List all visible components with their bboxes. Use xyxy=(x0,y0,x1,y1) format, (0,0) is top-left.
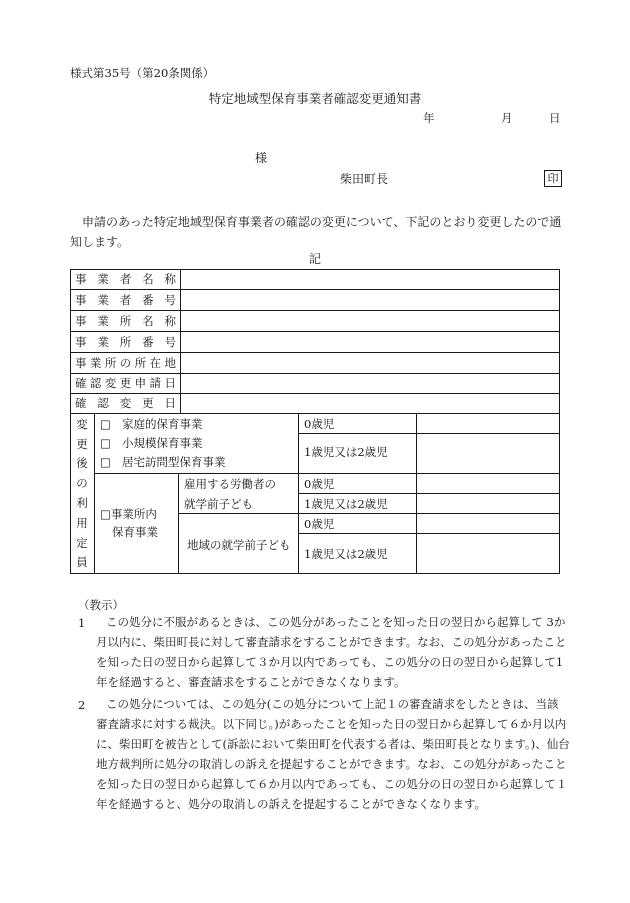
label-family-daycare: 家庭的保育事業 xyxy=(122,417,203,431)
label-char: 所 xyxy=(119,335,132,349)
label-char: 確 xyxy=(75,376,87,390)
label-char: 名 xyxy=(142,314,154,328)
label-char: 事 xyxy=(75,335,87,349)
label-char: 業 xyxy=(97,293,109,307)
vertical-label-char: の xyxy=(76,476,88,490)
label-business-operator-name xyxy=(75,274,176,286)
label-char: 申 xyxy=(134,376,147,390)
label-char: 名 xyxy=(142,272,154,286)
label-char: 地 xyxy=(164,356,176,370)
label-onsite-daycare: 保育事業 xyxy=(112,525,158,539)
label-char: 確 xyxy=(75,396,87,410)
label-facility-number xyxy=(75,337,176,349)
label-char: 称 xyxy=(164,314,176,328)
label-char: 号 xyxy=(164,335,176,349)
label-char: の xyxy=(119,356,132,370)
age-1-2-label: 1歳児又は2歳児 xyxy=(304,547,388,561)
vertical-label-char: 定 xyxy=(76,536,88,550)
vertical-label-char: 員 xyxy=(76,555,88,569)
row-line xyxy=(298,533,560,534)
label-char: 更 xyxy=(142,396,154,410)
label-char: 番 xyxy=(142,293,154,307)
label-facility-address xyxy=(75,358,176,370)
label-char: 事 xyxy=(75,293,87,307)
date-year-label: 年 xyxy=(423,111,435,125)
row-line xyxy=(70,413,560,414)
instruction-text: この処分については、この処分(この処分について上記１の審査請求をしたときは、当該審査請求に対する裁決。以下同じ。)があったことを知った日の翌日から起算して６か月以内に、柴田町を被告として(訴訟において柴田町を代表する者は、柴田町長となります。)、仙台地方裁判所に処分の取消しの訴えを提起することができます。なお、この処分があったことを知った日の翌日から起算して６か月以内であっても、この処分の日の翌日から起算して１年を経過すると、処分の取消しの訴えを提起することができなくなります。 xyxy=(96,697,570,811)
label-char: 所 xyxy=(134,356,147,370)
vertical-label-char: 用 xyxy=(76,516,88,530)
date-month-label: 月 xyxy=(501,111,513,125)
label-char: 業 xyxy=(97,272,109,286)
label-char: 所 xyxy=(104,356,117,370)
label-char: 事 xyxy=(75,272,87,286)
row-line xyxy=(298,433,560,434)
instruction-number: 2 xyxy=(78,698,86,712)
instruction-text: この処分に不服があるときは、この処分があったことを知った日の翌日から起算して 3か月以内に、柴田町長に対して審査請求をすることができます。なお、この処分があったことを知った日の翌日から起算して３か月以内であっても、この処分の日の翌日から起算して1年を経過すると、審査請求をすることができなくなります。 xyxy=(96,615,567,689)
label-char: 称 xyxy=(164,272,176,286)
instructions-heading: （教示） xyxy=(78,598,124,612)
vertical-label-char: 後 xyxy=(76,456,88,470)
col-line xyxy=(180,269,181,413)
label-char: 業 xyxy=(89,356,102,370)
label-char: 日 xyxy=(164,376,176,390)
label-worker-children-2: 就学前子ども xyxy=(184,497,253,511)
label-facility-name xyxy=(75,316,176,328)
body-text: 申請のあった特定地域型保育事業者の確認の変更について、下記のとおり変更したので通知します。 xyxy=(70,215,562,249)
label-char: 変 xyxy=(104,376,117,390)
row-line xyxy=(94,473,560,474)
checkbox-small-daycare[interactable]: □ xyxy=(100,436,111,450)
label-char: 番 xyxy=(142,335,154,349)
label-char: 日 xyxy=(164,396,176,410)
row-line xyxy=(178,513,560,514)
label-char: 事 xyxy=(75,314,87,328)
row-line xyxy=(298,493,560,494)
label-char: 所 xyxy=(119,314,132,328)
label-char: 事 xyxy=(75,356,87,370)
document-title: 特定地域型保育事業者確認変更通知書 xyxy=(208,91,422,106)
col-line xyxy=(94,413,95,573)
age-1-2-label: 1歳児又は2歳児 xyxy=(304,497,388,511)
label-worker-children: 雇用する労働者の xyxy=(184,477,276,491)
row-line xyxy=(70,310,560,311)
age-0-label: 0歳児 xyxy=(304,417,335,431)
vertical-label-char: 変 xyxy=(76,417,88,431)
label-char: 認 xyxy=(97,396,109,410)
details-table xyxy=(70,269,560,574)
issuer-name: 柴田町長 xyxy=(340,172,389,186)
label-char: 者 xyxy=(119,272,132,286)
label-change-confirmation-date xyxy=(75,398,176,410)
age-0-label: 0歳児 xyxy=(304,517,335,531)
ki-heading: 記 xyxy=(308,252,321,266)
label-char: 請 xyxy=(149,376,162,390)
col-line xyxy=(178,473,179,573)
label-small-daycare: 小規模保育事業 xyxy=(122,436,203,450)
table-border xyxy=(70,269,560,270)
table-border xyxy=(559,269,560,574)
label-change-application-date xyxy=(75,378,176,390)
label-home-visit-daycare: 居宅訪問型保育事業 xyxy=(122,455,226,469)
row-line xyxy=(70,289,560,290)
label-char: 号 xyxy=(164,293,176,307)
row-line xyxy=(70,373,560,374)
age-0-label: 0歳児 xyxy=(304,477,335,491)
instruction-number: 1 xyxy=(78,616,86,630)
age-1-2-label: 1歳児又は2歳児 xyxy=(304,445,388,459)
label-char: 認 xyxy=(89,376,102,390)
vertical-label-char: 利 xyxy=(76,496,88,510)
checkbox-home-visit-daycare[interactable]: □ xyxy=(100,455,111,469)
label-char: 在 xyxy=(149,356,162,370)
form-number: 様式第35号（第20条関係） xyxy=(70,66,215,80)
row-line xyxy=(70,352,560,353)
table-border xyxy=(70,573,560,574)
checkbox-family-daycare[interactable]: □ xyxy=(100,417,111,431)
label-local-children: 地域の就学前子ども xyxy=(187,538,291,552)
label-business-operator-number xyxy=(75,295,176,307)
date-day-label: 日 xyxy=(549,111,561,125)
row-line xyxy=(70,331,560,332)
vertical-label-char: 更 xyxy=(76,437,88,451)
label-char: 業 xyxy=(97,335,109,349)
label-char: 変 xyxy=(119,396,132,410)
row-line xyxy=(70,393,560,394)
label-char: 者 xyxy=(119,293,132,307)
checkbox-onsite-daycare[interactable]: □事業所内 xyxy=(100,507,157,521)
label-char: 更 xyxy=(119,376,132,390)
seal-mark: 印 xyxy=(544,170,562,187)
label-char: 業 xyxy=(97,314,109,328)
addressee-honorific: 様 xyxy=(255,151,268,165)
